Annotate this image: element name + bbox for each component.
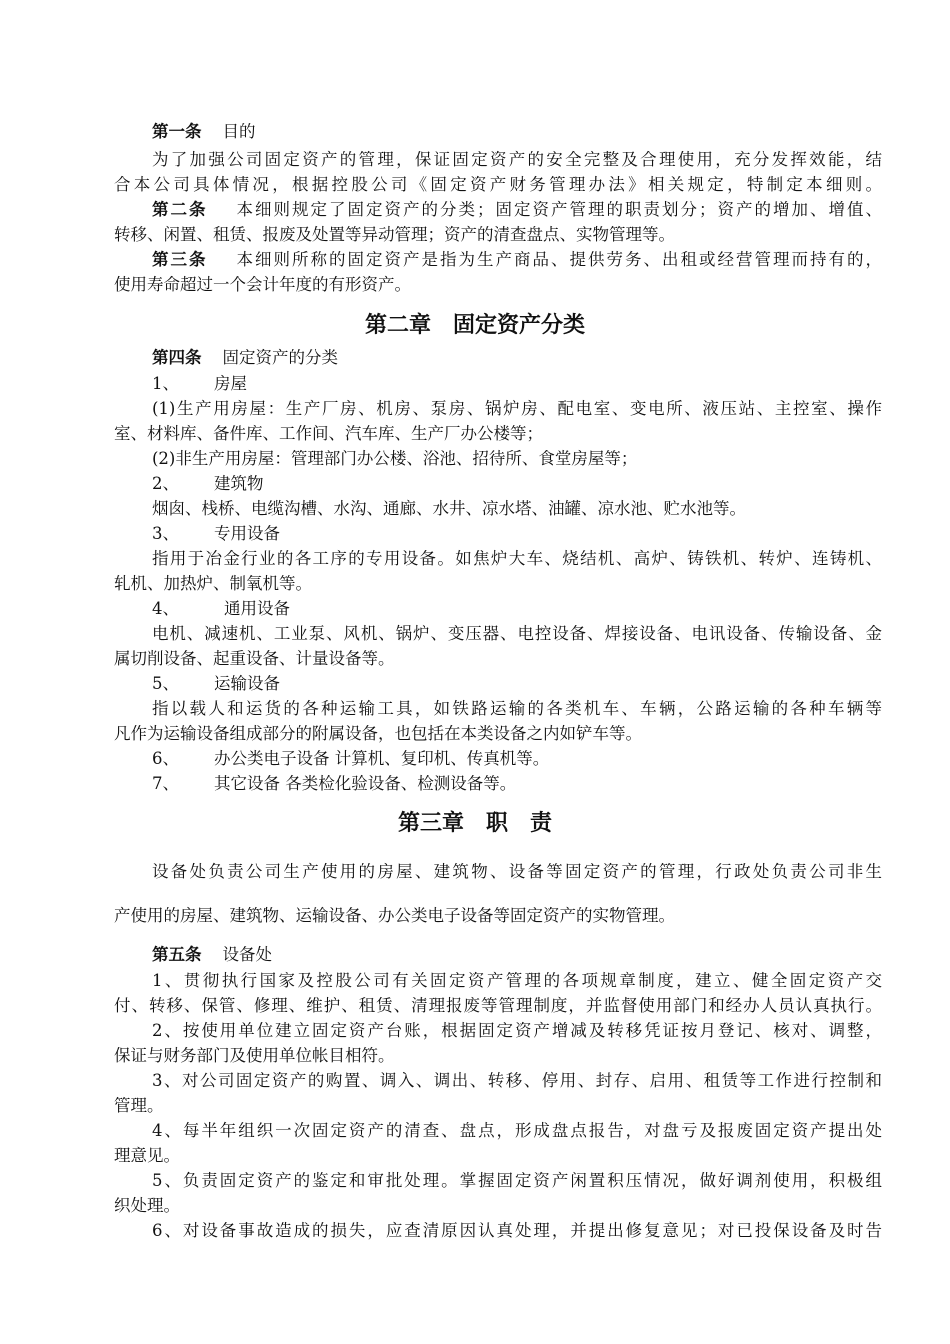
paragraph-line: 指以载人和运货的各种运输工具，如铁路运输的各类机车、车辆，公路运输的各种车辆等 (152, 699, 882, 718)
paragraph-line: 5、负责固定资产的鉴定和审批处理。掌握固定资产闲置积压情况，做好调剂使用，积极组 (152, 1171, 882, 1190)
paragraph-line: 付、转移、保管、修理、维护、租赁、清理报废等管理制度，并监督使用部门和经办人员认真执行。 (114, 996, 882, 1015)
article-text: 本细则所称的固定资产是指为生产商品、提供劳务、出租或经营管理而持有的， (236, 250, 883, 269)
paragraph-line: 属切削设备、起重设备、计量设备等。 (114, 649, 395, 668)
article-title: 设备处 (222, 945, 272, 964)
category-text: 办公类电子设备 计算机、复印机、传真机等。 (214, 749, 550, 768)
category-5-heading (152, 674, 280, 694)
article-1-heading (152, 122, 255, 142)
paragraph-line: 转移、闲置、租赁、报废及处置等异动管理；资产的清查盘点、实物管理等。 (114, 225, 675, 244)
category-6-line (152, 749, 549, 769)
paragraph-line: 1、贯彻执行国家及控股公司有关固定资产管理的各项规章制度，建立、健全固定资产交 (152, 971, 882, 990)
paragraph-line: 凡作为运输设备组成部分的附属设备，也包括在本类设备之内如铲车等。 (114, 724, 642, 743)
paragraph-line: 2、按使用单位建立固定资产台账，根据固定资产增减及转移凭证按月登记、核对、调整， (152, 1021, 882, 1040)
category-name: 房屋 (214, 374, 247, 393)
paragraph-line: 产使用的房屋、建筑物、运输设备、办公类电子设备等固定资产的实物管理。 (114, 906, 675, 925)
paragraph-line: 为了加强公司固定资产的管理，保证固定资产的安全完整及合理使用，充分发挥效能，结 (152, 150, 882, 169)
category-number: 6、 (152, 749, 179, 768)
paragraph-line: 合本公司具体情况，根据控股公司《固定资产财务管理办法》相关规定，特制定本细则。 (114, 175, 882, 194)
article-4-heading (152, 348, 338, 368)
article-title: 固定资产的分类 (222, 348, 338, 367)
paragraph-line: 烟囱、栈桥、电缆沟槽、水沟、通廊、水井、凉水塔、油罐、凉水池、贮水池等。 (152, 499, 746, 518)
article-label: 第一条 (152, 122, 202, 141)
category-name: 通用设备 (224, 599, 290, 618)
category-name: 建筑物 (214, 474, 264, 493)
category-number: 7、 (152, 774, 179, 793)
chapter-3-heading: 第三章 职 责 (397, 810, 552, 836)
category-1-heading (152, 374, 247, 394)
category-4-heading (152, 599, 290, 619)
paragraph-line: 管理。 (114, 1096, 164, 1115)
article-label: 第三条 (152, 250, 208, 269)
article-5-heading (152, 945, 272, 965)
chapter-2-heading: 第二章 固定资产分类 (364, 312, 585, 338)
category-7-line (152, 774, 516, 794)
article-label: 第四条 (152, 348, 202, 367)
category-name: 运输设备 (214, 674, 280, 693)
category-number: 5、 (152, 674, 179, 693)
paragraph-line: 3、对公司固定资产的购置、调入、调出、转移、停用、封存、启用、租赁等工作进行控制和 (152, 1071, 882, 1090)
paragraph-line: 理意见。 (114, 1146, 180, 1165)
category-3-heading (152, 524, 280, 544)
paragraph-line: 室、材料库、备件库、工作间、汽车库、生产厂办公楼等； (114, 424, 543, 443)
paragraph-line: 6、对设备事故造成的损失，应查清原因认真处理，并提出修复意见；对已投保设备及时告 (152, 1221, 882, 1240)
article-text: 本细则规定了固定资产的分类；固定资产管理的职责划分；资产的增加、增值、 (236, 200, 883, 219)
paragraph-line: 使用寿命超过一个会计年度的有形资产。 (114, 275, 411, 294)
paragraph-line: 指用于冶金行业的各工序的专用设备。如焦炉大车、烧结机、高炉、铸铁机、转炉、连铸机、 (152, 549, 882, 568)
paragraph-line: 保证与财务部门及使用单位帐目相符。 (114, 1046, 395, 1065)
category-number: 1、 (152, 374, 179, 393)
category-text: 其它设备 各类检化验设备、检测设备等。 (214, 774, 517, 793)
paragraph-line: 设备处负责公司生产使用的房屋、建筑物、设备等固定资产的管理，行政处负责公司非生 (152, 862, 882, 881)
article-2-line (152, 200, 882, 220)
category-number: 4、 (152, 599, 179, 618)
category-name: 专用设备 (214, 524, 280, 543)
article-label: 第二条 (152, 200, 208, 219)
paragraph-line: (2)非生产用房屋：管理部门办公楼、浴池、招待所、食堂房屋等； (152, 449, 638, 468)
article-label: 第五条 (152, 945, 202, 964)
category-2-heading (152, 474, 264, 494)
paragraph-line: 电机、减速机、工业泵、风机、锅炉、变压器、电控设备、焊接设备、电讯设备、传输设备、金 (152, 624, 882, 643)
paragraph-line: 织处理。 (114, 1196, 180, 1215)
article-3-line (152, 250, 882, 270)
category-number: 2、 (152, 474, 179, 493)
paragraph-line: 4、每半年组织一次固定资产的清查、盘点，形成盘点报告，对盘亏及报废固定资产提出处 (152, 1121, 882, 1140)
category-number: 3、 (152, 524, 179, 543)
paragraph-line: 轧机、加热炉、制氧机等。 (114, 574, 312, 593)
paragraph-line: (1)生产用房屋：生产厂房、机房、泵房、锅炉房、配电室、变电所、液压站、主控室、操作 (152, 399, 882, 418)
article-title: 目的 (222, 122, 256, 141)
